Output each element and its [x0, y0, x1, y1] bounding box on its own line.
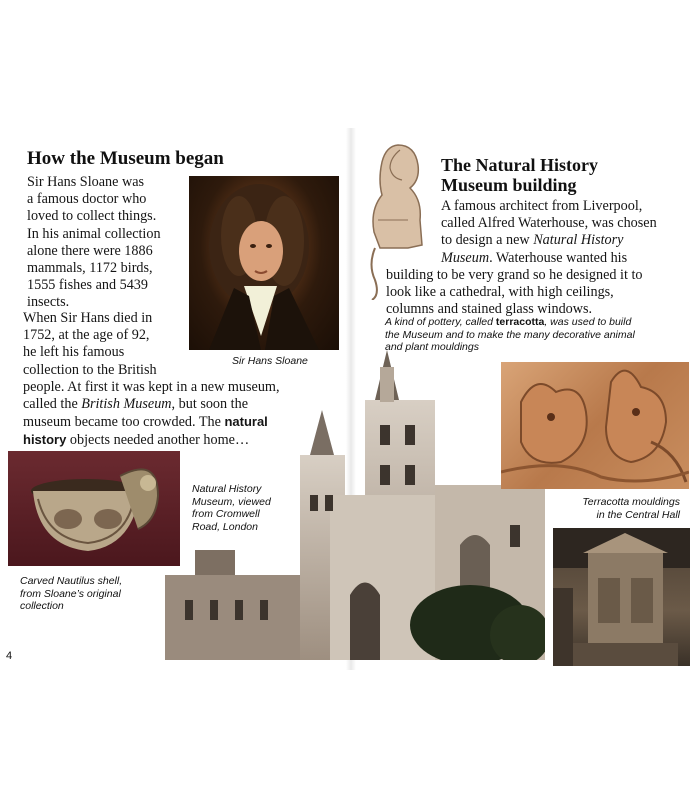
para1-line: In his animal collection [27, 225, 161, 242]
text-run: to design a new [441, 232, 534, 249]
bold-run: natural [224, 414, 268, 430]
text-run: . Waterhouse wanted his [489, 249, 628, 266]
right-body-line: called Alfred Waterhouse, was chosen [441, 215, 657, 232]
bold-run: terracotta [495, 316, 545, 328]
portrait-caption: Sir Hans Sloane [232, 355, 308, 367]
terracotta-caption-line [385, 316, 695, 329]
right-body-line: columns and stained glass windows. [386, 301, 593, 318]
right-heading [441, 155, 598, 195]
museum-caption-line: Road, London [192, 520, 258, 533]
central-hall-illustration [553, 528, 690, 666]
text-run: , was used to build [544, 316, 632, 328]
right-heading-line: The Natural History [441, 155, 598, 175]
terracotta-moulding-photo [501, 362, 689, 489]
shell-caption [20, 575, 122, 613]
mouldings-caption-line: Terracotta mouldings [582, 496, 680, 508]
mouldings-caption-line: in the Central Hall [596, 508, 680, 521]
bold-run: history [23, 432, 67, 448]
right-heading-line: Museum building [441, 175, 577, 195]
text-run: , but soon the [171, 396, 248, 413]
museum-caption-line: Museum, viewed [192, 495, 271, 508]
right-body-line: A famous architect from Liverpool, [441, 198, 643, 214]
italic-run: Museum [441, 249, 490, 266]
museum-building-photo [165, 345, 545, 660]
terracotta-animals-illustration [501, 362, 689, 489]
portrait-illustration [189, 176, 339, 350]
para2-line: When Sir Hans died in [23, 310, 153, 326]
museum-caption-line: Natural History [192, 483, 262, 495]
left-heading: How the Museum began [27, 148, 224, 169]
sloane-portrait [189, 176, 339, 350]
para1-line: insects. [27, 294, 70, 311]
shell-caption-line: from Sloane’s original [20, 587, 121, 600]
mouldings-caption [565, 496, 680, 521]
museum-caption-line: from Cromwell [192, 508, 260, 520]
para1-line: 1555 fishes and 5439 [27, 277, 148, 294]
central-hall-photo [553, 528, 690, 666]
text-run: museum became too crowded. The [23, 414, 225, 431]
right-body-line: look like a cathedral, with high ceilings, [386, 284, 614, 301]
italic-run: Natural History [533, 232, 624, 249]
text-run: A kind of pottery, called [385, 316, 496, 328]
nautilus-shell-photo [8, 451, 180, 566]
terracotta-caption-line: the Museum and to make the many decorative animal [385, 328, 635, 341]
para1-line: loved to collect things. [27, 208, 157, 225]
italic-run: British Museum [81, 396, 172, 413]
para1-line: Sir Hans Sloane was [27, 174, 145, 190]
para2-line: collection to the British [23, 361, 157, 378]
para1-line: mammals, 1172 birds, [27, 260, 153, 277]
right-body-line: building to be very grand so he designed it to [386, 266, 643, 283]
nautilus-shell-illustration [8, 451, 180, 566]
para2-line: he left his famous [23, 344, 125, 361]
right-body [386, 198, 691, 318]
text-run: called the [23, 396, 82, 413]
terracotta-caption-line: and plant mouldings [385, 341, 479, 353]
para1-line: a famous doctor who [27, 191, 147, 208]
terracotta-caption [385, 316, 695, 354]
text-run: objects needed another home… [66, 432, 250, 449]
para2-line: 1752, at the age of 92, [23, 327, 150, 344]
page-number: 4 [6, 650, 13, 662]
right-body-line [386, 250, 691, 267]
para1 [27, 174, 192, 312]
para1-line: alone there were 1886 [27, 242, 153, 259]
shell-caption-line: collection [20, 600, 64, 612]
shell-caption-line: Carved Nautilus shell, [20, 575, 123, 587]
right-body-line [386, 232, 691, 249]
para2-line: people. At first it was kept in a new museum, [23, 378, 280, 395]
